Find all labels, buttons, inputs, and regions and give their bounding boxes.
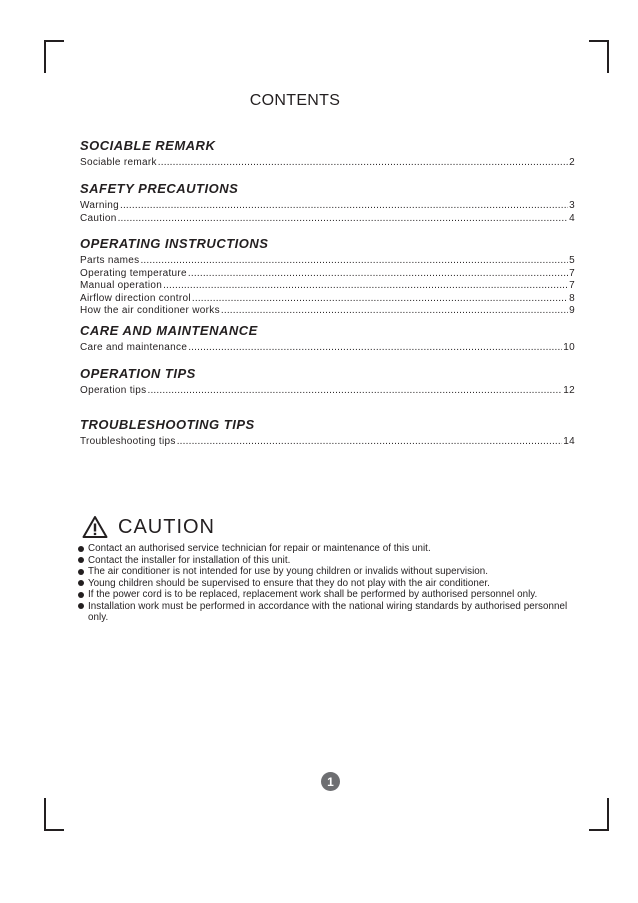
caution-label: CAUTION: [118, 515, 215, 538]
caution-list: [78, 543, 588, 624]
toc-entry-label: Care and maintenance: [80, 342, 188, 353]
dot-leader: [140, 255, 568, 268]
toc-entry-page: 3: [569, 200, 575, 211]
toc-section-safety-precautions: [80, 181, 575, 225]
dot-leader: [221, 305, 568, 318]
caution-item: [78, 543, 588, 555]
toc-entry-label: Manual operation: [80, 280, 163, 291]
caution-item-text: Installation work must be performed in accordance with the national wiring standards by authorised personnel only.: [88, 600, 568, 623]
toc-entry-label: Caution: [80, 212, 117, 224]
toc-entry[interactable]: [80, 385, 575, 398]
toc-entry[interactable]: [80, 436, 575, 449]
section-heading: OPERATING INSTRUCTIONS: [80, 236, 269, 251]
toc-entry-page: 2: [569, 157, 575, 168]
caution-item: [78, 601, 588, 624]
caution-item: [78, 578, 588, 590]
toc-section-troubleshooting-tips: [80, 417, 575, 449]
caution-item-text: Contact the installer for installation of this unit.: [88, 554, 291, 566]
page-number-badge: 1: [321, 772, 340, 791]
section-heading: OPERATION TIPS: [80, 366, 196, 381]
toc-entry-label: Warning: [80, 200, 119, 211]
toc-section-sociable-remark: [80, 138, 575, 170]
warning-triangle-icon: [82, 515, 108, 539]
section-heading: CARE AND MAINTENANCE: [80, 323, 258, 338]
crop-mark-bottom-right: [589, 798, 609, 831]
dot-leader: [188, 268, 568, 281]
bullet-icon: [78, 603, 84, 609]
section-heading: TROUBLESHOOTING TIPS: [80, 417, 255, 432]
section-heading: SOCIABLE REMARK: [80, 138, 216, 153]
toc-entry[interactable]: [80, 293, 575, 306]
dot-leader: [177, 436, 563, 449]
toc-entry-label: Troubleshooting tips: [80, 436, 176, 447]
bullet-icon: [78, 557, 84, 563]
toc-entry-label: Airflow direction control: [80, 292, 191, 304]
crop-mark-top-left: [44, 40, 64, 73]
bullet-icon: [78, 580, 84, 586]
toc-entry-page: 4: [569, 212, 575, 224]
dot-leader: [118, 213, 569, 226]
toc-entry[interactable]: [80, 305, 575, 318]
toc-entry-label: Operation tips: [80, 385, 147, 396]
toc-entry[interactable]: [80, 268, 575, 281]
toc-entry[interactable]: [80, 157, 575, 170]
toc-entry-page: 7: [569, 267, 575, 279]
dot-leader: [192, 293, 568, 306]
toc-entry[interactable]: [80, 200, 575, 213]
toc-entry-page: 8: [569, 292, 575, 304]
toc-entry-page: 10: [563, 342, 575, 353]
toc-section-care-and-maintenance: [80, 323, 575, 355]
dot-leader: [158, 157, 568, 170]
section-heading: SAFETY PRECAUTIONS: [80, 181, 239, 196]
toc-section-operating-instructions: [80, 236, 575, 318]
toc-entry-page: 14: [563, 436, 575, 447]
toc-entry-label: Operating temperature: [80, 267, 187, 279]
dot-leader: [188, 342, 562, 355]
toc-entry-label: Parts names: [80, 255, 140, 266]
toc-entry[interactable]: [80, 255, 575, 268]
dot-leader: [120, 200, 568, 213]
toc-section-operation-tips: [80, 366, 575, 398]
toc-entry[interactable]: [80, 280, 575, 293]
toc-entry-label: How the air conditioner works: [80, 305, 220, 316]
caution-item: [78, 589, 588, 601]
page-title: CONTENTS: [249, 92, 341, 109]
toc-entry[interactable]: [80, 342, 575, 355]
crop-mark-bottom-left: [44, 798, 64, 831]
caution-item: [78, 555, 588, 567]
dot-leader: [147, 385, 562, 398]
caution-item-text: Contact an authorised service technician for repair or maintenance of this unit.: [88, 543, 431, 554]
crop-mark-top-right: [589, 40, 609, 73]
caution-item-text: Young children should be supervised to ensure that they do not play with the air conditioner.: [88, 577, 490, 589]
caution-item-text: If the power cord is to be replaced, replacement work shall be performed by authorised personnel only.: [88, 589, 538, 600]
toc-entry[interactable]: [80, 213, 575, 226]
caution-item-text: The air conditioner is not intended for use by young children or invalids without supervision.: [88, 566, 489, 577]
caution-item: [78, 566, 588, 578]
caution-header: [82, 512, 215, 542]
bullet-icon: [78, 546, 84, 552]
toc-entry-page: 5: [569, 255, 575, 266]
toc-entry-page: 7: [569, 280, 575, 291]
bullet-icon: [78, 569, 84, 575]
toc-entry-page: 12: [563, 385, 575, 396]
dot-leader: [163, 280, 568, 293]
toc-entry-label: Sociable remark: [80, 157, 157, 168]
bullet-icon: [78, 592, 84, 598]
toc-entry-page: 9: [569, 305, 575, 316]
